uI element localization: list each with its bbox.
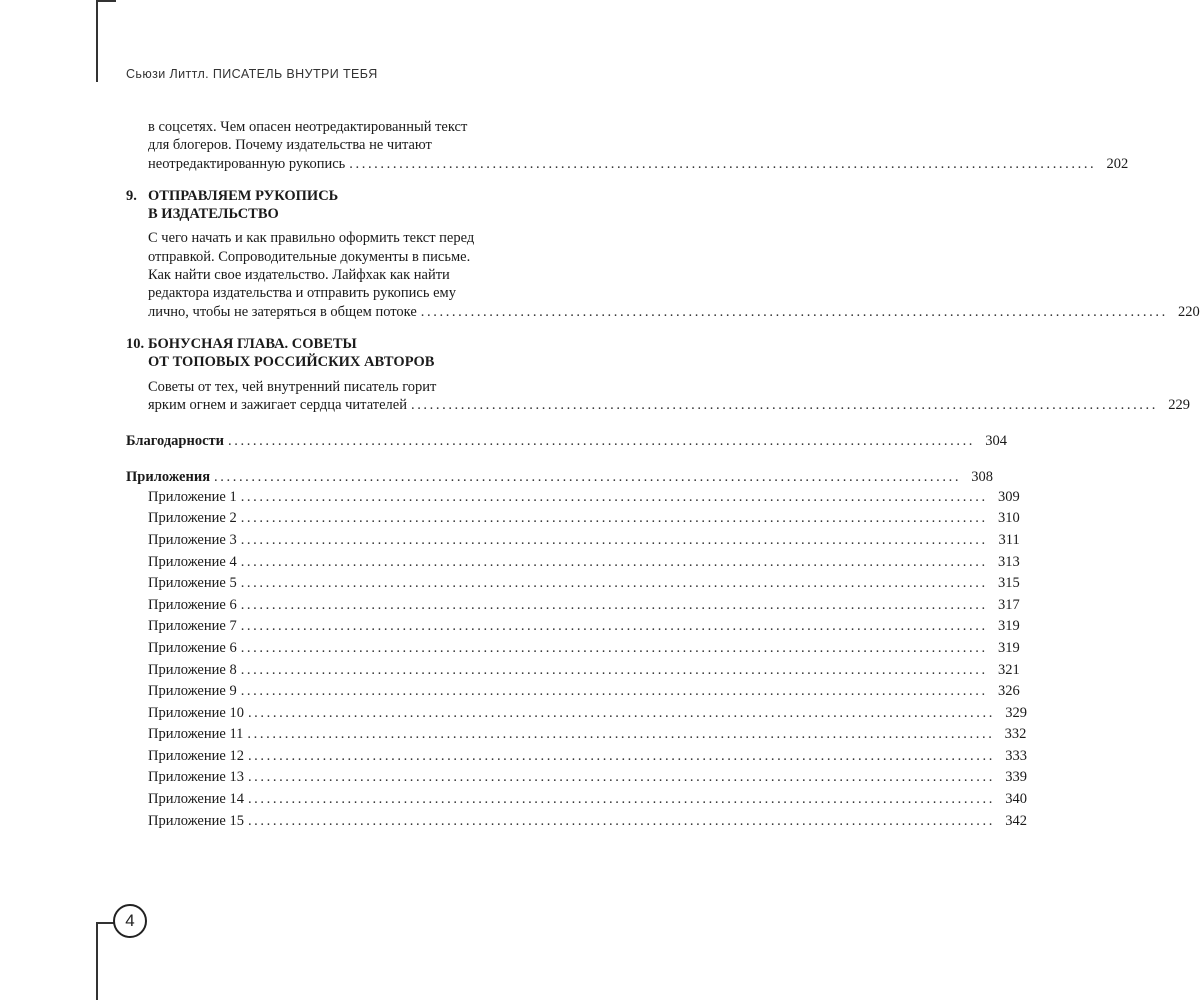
appendix-entry [126, 487, 1020, 509]
page-number: 321 [997, 661, 1020, 678]
appendix-entry [126, 746, 1027, 768]
dot-leader: ........................................................................................................................ [247, 791, 995, 808]
appendix-entry [126, 638, 1020, 660]
page-number: 342 [1005, 812, 1027, 829]
appendix-entry [126, 767, 1027, 789]
chapter-number: 9. [126, 187, 137, 204]
toc-description-line: отправкой. Сопроводительные документы в письме. [148, 248, 471, 265]
dot-leader: ........................................................................................................................ [240, 575, 988, 592]
dot-leader: ........................................................................................................................ [247, 812, 995, 829]
frame-line-bottom-vertical [96, 922, 98, 1000]
appendix-entry [126, 681, 1020, 703]
frame-line-top-vertical [96, 0, 98, 82]
chapter-title-line: В ИЗДАТЕЛЬСТВО [148, 206, 279, 223]
page-number: 332 [1004, 726, 1027, 743]
toc-entry-text: Приложение 8 [148, 661, 237, 678]
page-number: 308 [971, 469, 994, 486]
toc-entry-text: Приложение 14 [148, 791, 244, 808]
toc-entry-line [126, 396, 1190, 414]
toc-entry-text: Приложения [126, 469, 211, 486]
toc-entry-text: Приложение 10 [148, 704, 244, 721]
dot-leader: ........................................................................................................................ [240, 488, 988, 505]
chapter-10 [126, 335, 1190, 414]
frame-line-bottom-horizontal [96, 922, 114, 924]
dot-leader: ........................................................................................................................ [228, 433, 976, 450]
appendix-entry [126, 724, 1027, 746]
toc-entry-text: Приложение 9 [148, 683, 237, 700]
dot-leader: ........................................................................................................................ [247, 704, 995, 721]
chapter-9 [126, 187, 1200, 321]
page-number: 317 [997, 596, 1020, 613]
page-number: 309 [997, 488, 1020, 505]
toc-entry-text: лично, чтобы не затеряться в общем потоке [148, 303, 417, 320]
appendix-entry [126, 508, 1020, 530]
page-number: 329 [1005, 704, 1027, 721]
appendix-entry [126, 811, 1027, 833]
dot-leader: ........................................................................................................................ [247, 747, 995, 764]
chapter-description [126, 378, 1190, 415]
appendix-entry [126, 703, 1027, 725]
toc-description-line: Как найти свое издательство. Лайфхак как найти [148, 267, 450, 284]
toc-entry-line [126, 303, 1200, 321]
toc-entry-text: ярким огнем и зажигает сердца читателей [148, 396, 407, 413]
dot-leader: ........................................................................................................................ [247, 726, 995, 743]
dot-leader: ........................................................................................................................ [214, 469, 962, 486]
chapter-heading [126, 187, 554, 224]
dot-leader: ........................................................................................................................ [410, 396, 1158, 413]
chapter-number: 10. [126, 335, 145, 352]
page-number: 313 [997, 553, 1020, 570]
appendix-entry [126, 660, 1020, 682]
toc-appendices [126, 468, 994, 486]
chapter-title [148, 335, 434, 372]
running-head: Сьюзи Литтл. ПИСАТЕЛЬ ВНУТРИ ТЕБЯ [126, 67, 378, 81]
page-number: 339 [1005, 769, 1027, 786]
appendix-list [126, 487, 1027, 833]
toc-entry-text: Приложение 12 [148, 747, 244, 764]
page-number: 315 [997, 575, 1020, 592]
toc-entry-text: Приложение 1 [148, 488, 237, 505]
chapter-title-line: ОТПРАВЛЯЕМ РУКОПИСЬ [148, 187, 339, 204]
toc-entry-line [126, 155, 1129, 173]
appendix-entry [126, 552, 1020, 574]
appendix-entry [126, 789, 1027, 811]
page-number: 333 [1005, 747, 1027, 764]
page-number: 319 [997, 639, 1020, 656]
page-number: 326 [997, 683, 1020, 700]
page-number: 319 [997, 618, 1020, 635]
dot-leader: ........................................................................................................................ [240, 618, 988, 635]
toc-entry-text: Приложение 6 [148, 639, 237, 656]
dot-leader: ........................................................................................................................ [247, 769, 995, 786]
page-number: 311 [998, 531, 1020, 548]
dot-leader: ........................................................................................................................ [240, 661, 988, 678]
toc-entry-text: Приложение 13 [148, 769, 244, 786]
appendix-entry [126, 530, 1020, 552]
dot-leader: ........................................................................................................................ [240, 553, 988, 570]
toc-entry-text: Приложение 15 [148, 812, 244, 829]
toc-entry-text: Благодарности [126, 433, 225, 450]
toc-entry-text: неотредактированную рукопись [148, 155, 346, 172]
toc-description-line: Советы от тех, чей внутренний писатель горит [148, 378, 437, 395]
dot-leader: ........................................................................................................................ [349, 155, 1097, 172]
appendix-entry [126, 616, 1020, 638]
toc-description-line: для блогеров. Почему издательства не читают [148, 137, 432, 154]
toc-continuation [126, 118, 1129, 173]
appendix-entry [126, 595, 1020, 617]
toc-entry-text: Приложение 2 [148, 510, 237, 527]
dot-leader: ........................................................................................................................ [240, 596, 988, 613]
toc-entry-text: Приложение 7 [148, 618, 237, 635]
chapter-description [126, 229, 1200, 320]
dot-leader: ........................................................................................................................ [240, 639, 988, 656]
toc-entry-text: Приложение 6 [148, 596, 237, 613]
toc-entry-text: Приложение 4 [148, 553, 237, 570]
frame-line-top-horizontal [96, 0, 116, 2]
dot-leader: ........................................................................................................................ [240, 683, 988, 700]
chapter-heading [126, 335, 554, 372]
page-number: 202 [1106, 155, 1129, 172]
page-number: 304 [985, 433, 1008, 450]
table-of-contents [126, 118, 1200, 832]
toc-description-line: С чего начать и как правильно оформить текст перед [148, 230, 475, 247]
page-number: 340 [1005, 791, 1027, 808]
chapter-title [148, 187, 338, 224]
dot-leader: ........................................................................................................................ [240, 510, 988, 527]
toc-entry-text: Приложение 5 [148, 575, 237, 592]
appendix-entry [126, 573, 1020, 595]
toc-description-line: редактора издательства и отправить рукопись ему [148, 285, 456, 302]
page-number: 220 [1178, 303, 1200, 320]
page-number: 229 [1168, 396, 1190, 413]
toc-description-line: в соцсетях. Чем опасен неотредактированный текст [148, 119, 468, 135]
chapter-title-line: БОНУСНАЯ ГЛАВА. СОВЕТЫ [148, 335, 357, 352]
dot-leader: ........................................................................................................................ [420, 303, 1168, 320]
page-number-badge: 4 [113, 904, 147, 938]
toc-entry-text: Приложение 3 [148, 531, 237, 548]
toc-entry-text: Приложение 11 [148, 726, 244, 743]
toc-acknowledgements [126, 432, 1008, 450]
page-number: 310 [997, 510, 1020, 527]
chapter-title-line: ОТ ТОПОВЫХ РОССИЙСКИХ АВТОРОВ [148, 354, 435, 371]
dot-leader: ........................................................................................................................ [240, 531, 988, 548]
